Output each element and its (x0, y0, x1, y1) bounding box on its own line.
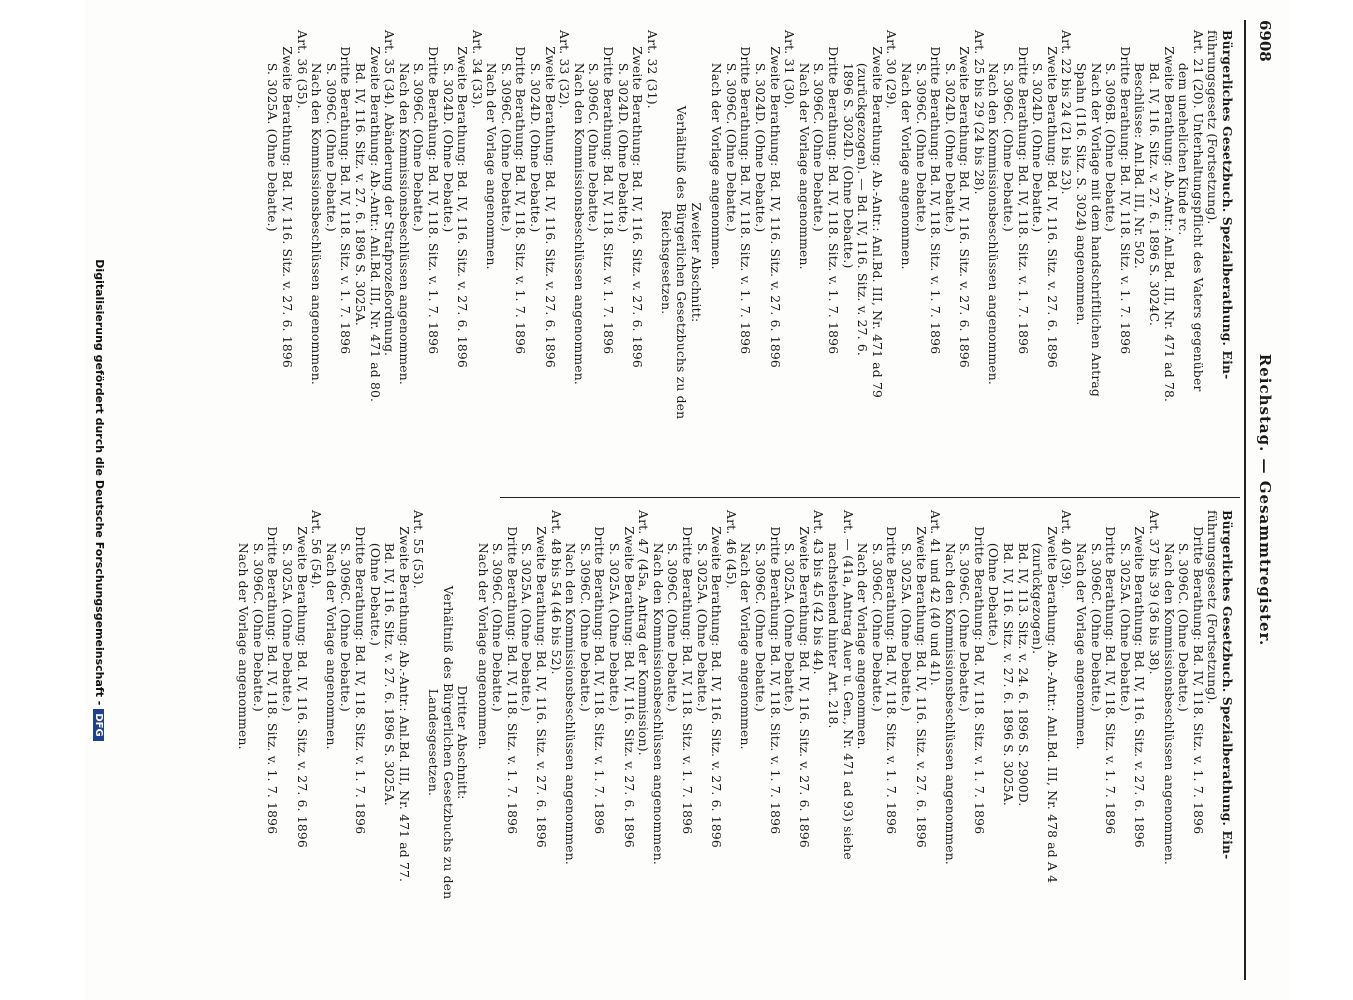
text-line: Nach den Kommissionsbeschlüssen angenommen. (309, 30, 324, 385)
text-line: S. 3096C. (Ohne Debatte.) (665, 510, 680, 712)
text-line: S. 3024D. (Ohne Debatte.) (528, 30, 543, 233)
text-line: Zweite Berathung: Bd. IV, 116. Sitz. v. 27. 6. 1896 (455, 30, 470, 368)
text-line: Art. 37 bis 39 (36 bis 38). (1147, 510, 1162, 675)
text-line: Nach den Kommissionsbeschlüssen angenommen. (563, 510, 578, 865)
text-line: Nach den Kommissionsbeschlüssen angenommen. (396, 30, 411, 385)
text-line: Bd. IV, 116. Sitz. v. 27. 6. 1896 S. 3025A. (1001, 510, 1016, 806)
text-line: Nach der Vorlage angenommen. (1074, 510, 1089, 750)
text-line: Zweite Berathung: Ab.-Antr.: Anl.Bd. III, Nr. 478 ad A 4 (1044, 510, 1059, 884)
text-line: S. 3025A. (Ohne Debatte.) (519, 510, 534, 712)
text-line: Art. 34 (33). (469, 30, 484, 109)
text-line: Dritte Berathung: Bd. IV, 118. Sitz. v. 1. 7. 1896 (504, 510, 519, 835)
text-line: Art. 25 bis 29 (24 bis 28). (971, 30, 986, 195)
page-number: 6908 (1256, 20, 1274, 62)
text-line: Art. 32 (31). (644, 30, 659, 109)
text-line: Zweite Berathung: Bd. IV, 116. Sitz. v. 27. 6. 1896 (280, 30, 294, 368)
text-line: Nach der Vorlage angenommen. (484, 30, 499, 270)
text-line: (Ohne Debatte.) (367, 510, 382, 646)
text-line: S. 3096C. (Ohne Debatte.) (957, 510, 972, 712)
text-line: S. 3096C. (Ohne Debatte.) (577, 510, 592, 712)
text-line: S. 3025A. (Ohne Debatte.) (265, 30, 280, 232)
text-line: Bürgerliches Gesetzbuch. Spezialberathung. Ein- (1220, 30, 1235, 380)
text-line: S. 3024D. (Ohne Debatte.) (615, 30, 630, 233)
text-line: Zweite Berathung: Bd. IV, 116. Sitz. v. 27. 6. 1896 (1132, 510, 1147, 848)
text-line: Spahn (116. Sitz. S. 3024) angenommen. (1074, 30, 1089, 326)
text-line: (Ohne Debatte.) (986, 510, 1001, 646)
text-line: Zweite Berathung: Bd. IV, 116. Sitz. v. 27. 6. 1896 (957, 30, 972, 368)
text-line: Dritte Berathung: Bd. IV, 118. Sitz. v. 1. 7. 1896 (767, 510, 782, 835)
text-line: Zweite Berathung: Bd. IV, 116. Sitz. v. 27. 6. 1896 (542, 30, 557, 368)
text-line: Art. 43 bis 45 (42 bis 44). (811, 510, 826, 675)
text-line: Dritte Berathung: Bd. IV, 118. Sitz. v. 1. 7. 1896 (884, 510, 899, 835)
text-line: Dritte Berathung: Bd. IV, 118. Sitz. v. 1. 7. 1896 (601, 30, 616, 355)
text-line: Dritte Berathung: Bd. IV, 118. Sitz. v. 1. 7. 1896 (738, 30, 753, 355)
text-line: Nach der Vorlage angenommen. (898, 30, 913, 270)
text-line: führungsgesetz (Fortsetzung). (1205, 30, 1220, 225)
text-line: S. 3096C. (Ohne Debatte.) (411, 30, 426, 232)
text-line: S. 3096C. (Ohne Debatte.) (723, 30, 738, 232)
text-line: Dritte Berathung: Bd. IV, 118. Sitz. v. 1. 7. 1896 (825, 30, 840, 355)
text-line: S. 3096C. (Ohne Debatte.) (490, 510, 505, 712)
text-line: Nach der Vorlage mit dem handschriftlichen Antrag (1088, 30, 1103, 397)
text-line: Bd. IV, 116. Sitz. v. 27. 6. 1896 S. 3025A. (352, 30, 367, 326)
text-line: Landesgesetzen. (425, 688, 440, 797)
text-line: Zweite Berathung: Ab.-Antr.: Anl.Bd. III, Nr. 471 ad 80. (367, 30, 382, 403)
text-line: S. 3025A. (Ohne Debatte.) (607, 510, 622, 712)
text-line: Nach der Vorlage angenommen. (475, 510, 490, 750)
text-line: S. 3025A. (Ohne Debatte.) (280, 510, 294, 712)
text-line: (zurückgezogen). — Bd. IV, 116. Sitz. v. 27. 6. (855, 30, 870, 357)
text-line: Art. 30 (29). (884, 30, 899, 109)
text-line: Dritte Berathung: Bd. IV, 118. Sitz. v. 1. 7. 1896 (680, 510, 695, 835)
text-line: S. 3096C. (Ohne Debatte.) (913, 30, 928, 232)
text-line: S. 3096C. (Ohne Debatte.) (1001, 30, 1016, 232)
text-line: Art. 21 (20). Unterhaltungspflicht des Vaters gegenüber (1190, 30, 1205, 392)
text-line: Zweite Berathung: Bd. IV, 116. Sitz. v. 27. 6. 1896 (630, 30, 645, 368)
text-line: Nach den Kommissionsbeschlüssen angenommen. (650, 510, 665, 865)
text-line: Nach der Vorlage angenommen. (855, 510, 870, 750)
text-line: Zweite Berathung: Ab.-Antr.: Anl.Bd. III, Nr. 471 ad 78. (1161, 30, 1176, 403)
text-line: Zweite Berathung: Bd. IV, 116. Sitz. v. 27. 6. 1896 (709, 510, 724, 848)
text-line: Art. 47 (45a, Antrag der Kommission). (636, 510, 651, 756)
text-line: Dritte Berathung: Bd. IV, 118. Sitz. v. 1. 7. 1896 (971, 510, 986, 835)
text-line: Art. 33 (32). (557, 30, 572, 109)
text-line: Dritter Abschnitt: (455, 685, 470, 800)
text-line: nachstehend hinter Art. 218. (825, 510, 840, 729)
text-line: Nach den Kommissionsbeschlüssen angenommen. (1161, 510, 1176, 865)
text-line: S. 3025A. (Ohne Debatte.) (782, 510, 797, 712)
text-line: Zweite Berathung: Bd. IV, 116. Sitz. v. 27. 6. 1896 (294, 510, 309, 848)
text-line: Zweite Berathung: Ab.-Antr.: Anl.Bd. III, Nr. 471 ad 79 (869, 30, 884, 399)
text-line: Nach den Kommissionsbeschlüssen angenommen. (571, 30, 586, 385)
text-line: S. 3096C. (Ohne Debatte.) (586, 30, 601, 232)
text-line: Art. 41 und 42 (40 und 41). (928, 510, 943, 686)
text-line: S. 3096B. (Ohne Debatte.) (1103, 30, 1118, 232)
text-line: Dritte Berathung: Bd. IV, 118. Sitz. v. 1. 7. 1896 (265, 510, 280, 835)
text-line: Nach der Vorlage angenommen. (709, 30, 724, 270)
text-line: S. 3096C. (Ohne Debatte.) (338, 510, 353, 712)
text-line: Art. 55 (53). (411, 510, 426, 589)
text-line: Bd. IV, 116. Sitz. v. 27. 6. 1896 S. 3025A. (382, 510, 397, 806)
text-line: S. 3025A. (Ohne Debatte.) (1117, 510, 1132, 712)
text-line: Dritte Berathung: Bd. IV, 118. Sitz. v. 1. 7. 1896 (1103, 510, 1118, 835)
text-line: Dritte Berathung: Bd. IV, 118. Sitz. v. 1. 7. 1896 (1190, 510, 1205, 835)
text-line: Nach der Vorlage angenommen. (323, 510, 338, 750)
column-divider (500, 497, 1240, 498)
text-line: Zweite Berathung: Ab.-Antr.: Anl.Bd. III, Nr. 471 ad 77. (396, 510, 411, 883)
text-line: S. 3096C. (Ohne Debatte.) (1088, 510, 1103, 712)
text-line: Nach der Vorlage angenommen. (738, 510, 753, 750)
text-line: Nach den Kommissionsbeschlüssen angenommen. (986, 30, 1001, 385)
text-line: Nach den Kommissionsbeschlüssen angenommen. (942, 510, 957, 865)
text-line: 1896 S. 3024D. (Ohne Debatte.) (840, 30, 855, 269)
text-line: Art. 56 (54). (309, 510, 324, 589)
text-line: S. 3096C. (Ohne Debatte.) (1176, 510, 1191, 712)
text-line: Art. 46 (45). (723, 510, 738, 589)
text-line: Art. 36 (35). (294, 30, 309, 109)
text-line: S. 3024D. (Ohne Debatte.) (753, 30, 767, 233)
text-line: Zweite Berathung: Bd. IV, 116. Sitz. v. 27. 6. 1896 (913, 510, 928, 848)
text-line: S. 3025A. (Ohne Debatte.) (694, 510, 709, 712)
text-line: S. 3024D. (Ohne Debatte.) (942, 30, 957, 233)
text-line (703, 30, 709, 495)
text-line: Art. 22 bis 24 (21 bis 23). (1059, 30, 1074, 195)
text-line: Nach der Vorlage angenommen. (236, 510, 251, 750)
text-line: S. 3096C. (Ohne Debatte.) (811, 30, 826, 232)
text-line: Zweite Berathung: Bd. IV, 116. Sitz. v. 27. 6. 1896 (621, 510, 636, 848)
text-line: Reichsgesetzen. (659, 210, 674, 315)
left-text-column (265, 30, 1234, 495)
right-text-column (236, 510, 1234, 975)
text-line: Art. 35 (34). Abänderung der Strafprozeßordnung. (382, 30, 397, 357)
text-line: Verhältniß des Bürgerlichen Gesetzbuchs zu den (440, 585, 455, 900)
text-line: Dritte Berathung: Bd. IV, 118. Sitz. v. 1. 7. 1896 (513, 30, 528, 355)
text-line: Verhältniß des Bürgerlichen Gesetzbuchs zu den (674, 105, 689, 420)
text-line: Zweiter Abschnitt: (688, 202, 703, 323)
text-line: Dritte Berathung: Bd. IV, 118. Sitz. v. 1. 7. 1896 (352, 510, 367, 835)
text-line: S. 3024D. (Ohne Debatte.) (1030, 30, 1045, 233)
text-line: Art. — (41a, Antrag Auer u. Gen., Nr. 471 ad 93) siehe (840, 510, 855, 860)
text-line: S. 3096C. (Ohne Debatte.) (250, 510, 265, 712)
text-line: führungsgesetz (Fortsetzung). (1205, 510, 1220, 705)
text-line: (zurückgezogen). (1030, 510, 1045, 655)
text-line: Art. 31 (30). (782, 30, 797, 109)
text-line: dem unehelichen Kinde rc. (1176, 30, 1191, 236)
text-line: Dritte Berathung: Bd. IV, 118. Sitz. v. 1. 7. 1896 (1015, 30, 1030, 355)
document-page (85, 0, 1290, 1000)
text-line: S. 3096C. (Ohne Debatte.) (869, 510, 884, 712)
text-line: Nach der Vorlage angenommen. (796, 30, 811, 270)
text-line: Zweite Berathung: Bd. IV, 116. Sitz. v. 27. 6. 1896 (796, 510, 811, 848)
dfg-logo: DFG (93, 709, 104, 740)
text-line: Zweite Berathung: Bd. IV, 116. Sitz. v. 27. 6. 1896 (534, 510, 549, 848)
running-head-title: Reichstag. — Gesammtregister. (1256, 353, 1274, 647)
text-line: Bürgerliches Gesetzbuch. Spezialberathung. Ein- (1220, 510, 1235, 860)
text-line: S. 3025A. (Ohne Debatte.) (898, 510, 913, 712)
running-header (1244, 20, 1282, 980)
text-line: Bd. IV, 116. Sitz. v. 27. 6. 1896 S. 3024C. (1147, 30, 1162, 327)
text-line: S. 3096C. (Ohne Debatte.) (323, 30, 338, 232)
credit-text: Digitalisierung gefördert durch die Deutsche Forschungsgemeinschaft - (93, 259, 106, 706)
text-line: Dritte Berathung: Bd. IV, 118. Sitz. v. 1. 7. 1896 (592, 510, 607, 835)
text-line: S. 3096C. (Ohne Debatte.) (753, 510, 767, 712)
text-line: Art. 40 (39). (1059, 510, 1074, 589)
text-line: Dritte Berathung: Bd. IV, 118. Sitz. v. 1. 7. 1896 (338, 30, 353, 355)
text-line: Zweite Berathung: Bd. IV, 116. Sitz. v. 27. 6. 1896 (1044, 30, 1059, 368)
text-line: Zweite Berathung: Bd. IV, 116. Sitz. v. 27. 6. 1896 (767, 30, 782, 368)
text-line: Art. 48 bis 54 (46 bis 52). (548, 510, 563, 675)
text-line: Dritte Berathung: Bd. IV, 118. Sitz. v. 1. 7. 1896 (1117, 30, 1132, 355)
text-line: S. 3096C. (Ohne Debatte.) (498, 30, 513, 232)
text-line: Beschlüsse: Anl.Bd. III, Nr. 502. (1132, 30, 1147, 269)
text-line: Dritte Berathung: Bd. IV, 118. Sitz. v. 1. 7. 1896 (425, 30, 440, 355)
text-line: S. 3024D. (Ohne Debatte.) (440, 30, 455, 233)
text-line: Bd. IV, 113. Sitz. v. 24. 6. 1896 S. 2900D. (1015, 510, 1030, 807)
text-line: Dritte Berathung: Bd. IV, 118. Sitz. v. 1. 7. 1896 (928, 30, 943, 355)
digitization-credit (88, 0, 106, 1000)
